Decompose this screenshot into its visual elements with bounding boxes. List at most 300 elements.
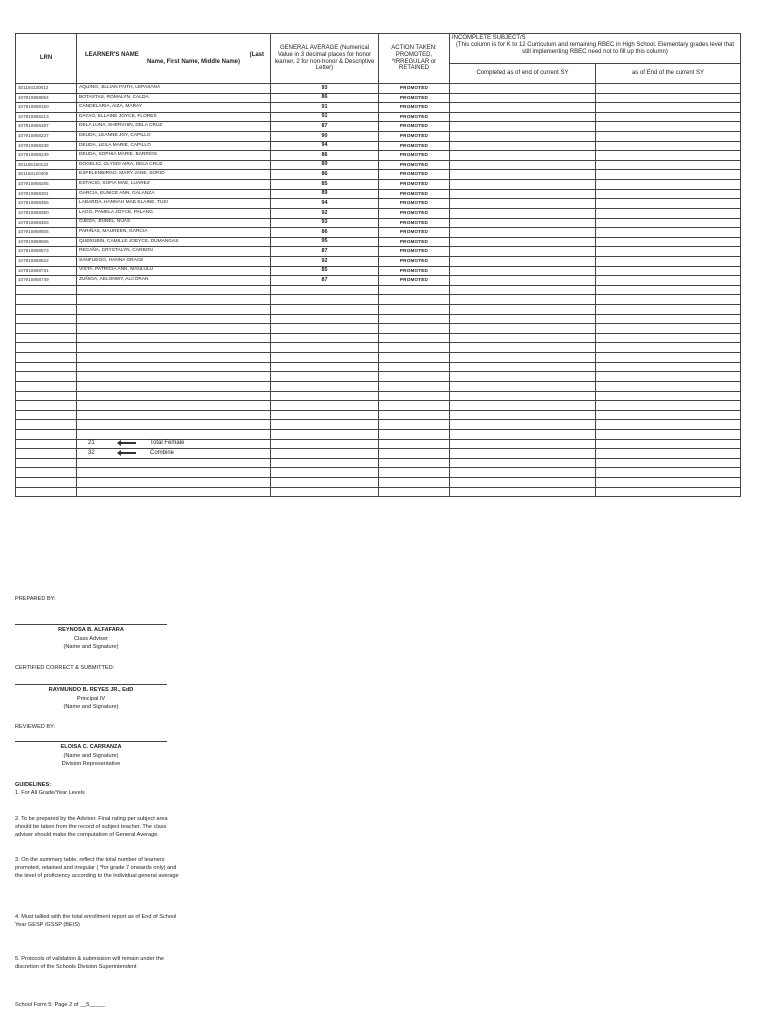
lrn-cell — [16, 333, 77, 343]
general-average-header: GENERAL AVERAGE (Numerical Value in 3 decimal places for honor learner, 2 for non-honor & Descriptive Letter) — [271, 34, 379, 84]
action-cell — [379, 487, 450, 497]
incomplete-subjects-header — [450, 34, 741, 64]
as-of-cell — [596, 343, 741, 353]
completed-cell — [450, 132, 596, 142]
table-row — [16, 208, 741, 218]
completed-cell — [450, 122, 596, 132]
guideline-2-line1: 2. To be prepared by the Adviser. Final rating per subject area — [15, 816, 168, 822]
average-cell — [271, 401, 379, 411]
lrn-cell — [16, 401, 77, 411]
lrn-header: LRN — [16, 34, 77, 84]
guidelines-title: GUIDELINES: — [15, 782, 52, 788]
as-of-cell — [596, 276, 741, 286]
average-cell — [271, 333, 379, 343]
certified-label: CERTIFIED CORRECT & SUBMITTED: — [15, 665, 115, 671]
as-of-cell — [596, 103, 741, 113]
empty-row — [16, 477, 741, 487]
action-cell: PROMOTED — [379, 256, 450, 266]
guideline-4-line2: Year GESP /GSSP (BEIS) — [15, 921, 80, 928]
name-cell: OJEDA, JINNEL, NUAS — [77, 218, 271, 228]
action-cell — [379, 305, 450, 315]
name-cell: AQUINO, JILLIAN FAITH, LEPASANA — [77, 84, 271, 94]
lrn-cell: 107910858731 — [16, 266, 77, 276]
completed-cell — [450, 141, 596, 151]
as-of-cell — [596, 180, 741, 190]
completed-cell — [450, 439, 596, 449]
arrow-left-icon — [120, 442, 136, 444]
completed-header: Completed as of end of current SY — [450, 64, 596, 84]
lrn-cell — [16, 410, 77, 420]
as-of-cell — [596, 305, 741, 315]
completed-cell — [450, 295, 596, 305]
average-cell — [271, 381, 379, 391]
name-cell: PARIÑAS, MAUREEN, GARCIA — [77, 228, 271, 238]
name-cell — [77, 343, 271, 353]
average-cell — [271, 487, 379, 497]
empty-row — [16, 295, 741, 305]
table-row — [16, 141, 741, 151]
name-cell: DEUDA, LEILA MARIE, CAPILLO — [77, 141, 271, 151]
lrn-cell: 107910858505 — [16, 228, 77, 238]
average-cell: 86 — [271, 170, 379, 180]
as-of-cell — [596, 391, 741, 401]
lrn-cell — [16, 381, 77, 391]
lrn-cell: 107910858265 — [16, 180, 77, 190]
signature-line — [15, 624, 167, 625]
action-cell — [379, 333, 450, 343]
completed-cell — [450, 180, 596, 190]
name-cell: DEUDA, SOPHIA MARIE, BARRIOS — [77, 151, 271, 161]
average-cell — [271, 324, 379, 334]
action-cell: PROMOTED — [379, 208, 450, 218]
average-cell — [271, 410, 379, 420]
as-of-cell — [596, 314, 741, 324]
name-cell — [77, 305, 271, 315]
average-cell: 91 — [271, 103, 379, 113]
table-row — [16, 112, 741, 122]
lrn-cell — [16, 391, 77, 401]
completed-cell — [450, 189, 596, 199]
table-row — [16, 160, 741, 170]
lrn-cell: 107910858213 — [16, 112, 77, 122]
as-of-cell — [596, 141, 741, 151]
average-cell — [271, 305, 379, 315]
as-of-cell — [596, 237, 741, 247]
action-cell: PROMOTED — [379, 218, 450, 228]
page-footer: School Form 5: Page 2 of __5_____ — [15, 1002, 105, 1008]
learner-name-header-line2: Name, First Name, Middle Name) — [146, 58, 240, 65]
completed-cell — [450, 487, 596, 497]
as-of-cell — [596, 84, 741, 94]
as-of-cell — [596, 429, 741, 439]
principal-signature — [15, 686, 167, 712]
combine-row — [88, 450, 174, 456]
average-cell: 93 — [271, 84, 379, 94]
as-of-cell — [596, 420, 741, 430]
table-row — [16, 103, 741, 113]
name-cell — [77, 362, 271, 372]
completed-cell — [450, 228, 596, 238]
as-of-cell — [596, 487, 741, 497]
empty-row — [16, 285, 741, 295]
average-cell — [271, 314, 379, 324]
guideline-3-line1: 3. On the summary table, reflect the total number of learners — [15, 857, 165, 863]
completed-cell — [450, 314, 596, 324]
name-cell — [77, 429, 271, 439]
lrn-cell: 107910858622 — [16, 256, 77, 266]
adviser-sub: (Name and Signature) — [63, 644, 119, 651]
as-of-cell — [596, 477, 741, 487]
table-row — [16, 189, 741, 199]
lrn-cell — [16, 285, 77, 295]
completed-cell — [450, 103, 596, 113]
as-of-cell — [596, 112, 741, 122]
signature-line — [15, 684, 167, 685]
completed-cell — [450, 353, 596, 363]
completed-cell — [450, 199, 596, 209]
average-cell — [271, 458, 379, 468]
action-cell — [379, 353, 450, 363]
completed-cell — [450, 468, 596, 478]
completed-cell — [450, 477, 596, 487]
average-cell: 85 — [271, 266, 379, 276]
empty-row — [16, 401, 741, 411]
action-cell: PROMOTED — [379, 112, 450, 122]
learner-name-header-last: (Last — [249, 51, 264, 58]
lrn-cell: 301184130012 — [16, 84, 77, 94]
guideline-3-line3: the level of proficiency according to the individual general average — [15, 872, 179, 879]
learners-table — [15, 33, 741, 497]
completed-cell — [450, 151, 596, 161]
completed-cell — [450, 170, 596, 180]
signature-line — [15, 741, 167, 742]
completed-cell — [450, 247, 596, 257]
action-cell: PROMOTED — [379, 170, 450, 180]
completed-cell — [450, 458, 596, 468]
table-row — [16, 199, 741, 209]
name-cell: QUERUBIN, CAMILLE JOEYCE, DUMANGAS — [77, 237, 271, 247]
name-cell — [77, 295, 271, 305]
name-cell — [77, 333, 271, 343]
lrn-cell — [16, 353, 77, 363]
as-of-cell — [596, 324, 741, 334]
reviewer-title: Division Representative — [61, 761, 121, 768]
lrn-cell: 107910858749 — [16, 276, 77, 286]
completed-cell — [450, 285, 596, 295]
incomplete-subjects-title: INCOMPLETE SUBJECT/S — [452, 35, 526, 41]
average-cell — [271, 429, 379, 439]
as-of-cell — [596, 93, 741, 103]
action-cell: PROMOTED — [379, 93, 450, 103]
name-cell — [77, 372, 271, 382]
name-cell: ZUÑIGA, AELONWY, ALCORAN — [77, 276, 271, 286]
average-cell: 89 — [271, 160, 379, 170]
name-cell: SANFUEGO, HANNA GRACE — [77, 256, 271, 266]
completed-cell — [450, 372, 596, 382]
name-cell — [77, 468, 271, 478]
lrn-cell: 107910858573 — [16, 247, 77, 257]
lrn-cell: 107910858238 — [16, 141, 77, 151]
name-cell: DEUDA, LEANNE JOY, CAPILLO — [77, 132, 271, 142]
action-cell: PROMOTED — [379, 266, 450, 276]
table-row — [16, 276, 741, 286]
average-cell: 92 — [271, 208, 379, 218]
as-of-cell — [596, 449, 741, 459]
table-row — [16, 151, 741, 161]
as-of-cell — [596, 381, 741, 391]
action-cell — [379, 285, 450, 295]
average-cell — [271, 343, 379, 353]
action-cell: PROMOTED — [379, 84, 450, 94]
as-of-cell — [596, 333, 741, 343]
reviewer-name: ELOISA C. CARRANZA — [60, 744, 122, 750]
action-cell: PROMOTED — [379, 199, 450, 209]
total-female-count: 21 — [88, 440, 95, 446]
as-of-cell — [596, 285, 741, 295]
lrn-cell — [16, 449, 77, 459]
as-of-cell — [596, 218, 741, 228]
lrn-cell: 107910858360 — [16, 208, 77, 218]
name-cell — [77, 353, 271, 363]
action-cell — [379, 324, 450, 334]
completed-cell — [450, 381, 596, 391]
average-cell: 89 — [271, 189, 379, 199]
empty-row — [16, 410, 741, 420]
name-cell — [77, 285, 271, 295]
empty-row — [16, 314, 741, 324]
action-cell — [379, 468, 450, 478]
lrn-cell — [16, 362, 77, 372]
action-cell — [379, 439, 450, 449]
action-cell — [379, 362, 450, 372]
table-row — [16, 247, 741, 257]
as-of-cell — [596, 189, 741, 199]
table-row — [16, 256, 741, 266]
adviser-signature — [15, 626, 167, 652]
table-row — [16, 237, 741, 247]
lrn-cell — [16, 343, 77, 353]
action-cell — [379, 410, 450, 420]
name-cell: LABARDA, HANNAH MAE ELAINE, TUSI — [77, 199, 271, 209]
average-cell: 86 — [271, 228, 379, 238]
as-of-cell — [596, 228, 741, 238]
action-cell — [379, 391, 450, 401]
reviewer-sub: (Name and Signature) — [63, 752, 119, 759]
action-cell: PROMOTED — [379, 228, 450, 238]
average-cell — [271, 362, 379, 372]
empty-row — [16, 333, 741, 343]
name-cell — [77, 324, 271, 334]
as-of-cell — [596, 372, 741, 382]
name-cell: ESPELENBIRGO, MARY JANE, SORIO — [77, 170, 271, 180]
completed-cell — [450, 343, 596, 353]
table-row — [16, 84, 741, 94]
action-cell: PROMOTED — [379, 151, 450, 161]
as-of-cell — [596, 468, 741, 478]
completed-cell — [450, 410, 596, 420]
lrn-cell — [16, 477, 77, 487]
completed-cell — [450, 237, 596, 247]
learner-name-header — [77, 34, 271, 84]
as-of-cell — [596, 208, 741, 218]
as-of-cell — [596, 410, 741, 420]
average-cell: 86 — [271, 151, 379, 161]
as-of-cell — [596, 199, 741, 209]
action-cell: PROMOTED — [379, 122, 450, 132]
empty-row — [16, 343, 741, 353]
action-cell: PROMOTED — [379, 160, 450, 170]
completed-cell — [450, 305, 596, 315]
average-cell — [271, 477, 379, 487]
completed-cell — [450, 256, 596, 266]
name-cell: DAYAO, ELLAINE JOYCE, FLORES — [77, 112, 271, 122]
as-of-cell — [596, 458, 741, 468]
empty-row — [16, 468, 741, 478]
table-row — [16, 132, 741, 142]
action-cell — [379, 429, 450, 439]
table-row — [16, 266, 741, 276]
guideline-5 — [15, 956, 164, 972]
action-cell — [379, 458, 450, 468]
completed-cell — [450, 160, 596, 170]
guideline-5-line1: 5. Protocols of validation & submission will remain under the — [15, 956, 164, 962]
guideline-2 — [15, 816, 168, 839]
as-of-cell — [596, 362, 741, 372]
as-of-cell — [596, 401, 741, 411]
completed-cell — [450, 401, 596, 411]
lrn-cell: 107910858237 — [16, 132, 77, 142]
lrn-cell — [16, 487, 77, 497]
completed-cell — [450, 93, 596, 103]
action-cell — [379, 477, 450, 487]
empty-row — [16, 353, 741, 363]
table-row — [16, 218, 741, 228]
as-of-cell — [596, 170, 741, 180]
empty-row — [16, 458, 741, 468]
average-cell: 87 — [271, 276, 379, 286]
average-cell: 92 — [271, 256, 379, 266]
average-cell: 94 — [271, 199, 379, 209]
average-cell — [271, 372, 379, 382]
name-cell — [77, 410, 271, 420]
action-taken-header: ACTION TAKEN: PROMOTED, *IRREGULAR or RETAINED — [379, 34, 450, 84]
adviser-name: REYNOSA B. ALFAFARA — [58, 627, 124, 633]
action-cell — [379, 295, 450, 305]
name-cell: BOTASTAS, ROMALYN, CALDA — [77, 93, 271, 103]
name-cell: GARCIA, EUNICE ANN, GALANZA — [77, 189, 271, 199]
empty-row — [16, 429, 741, 439]
as-of-cell — [596, 439, 741, 449]
average-cell — [271, 353, 379, 363]
lrn-cell: 107910858555 — [16, 237, 77, 247]
guideline-4 — [15, 914, 176, 930]
empty-row — [16, 305, 741, 315]
guideline-4-line1: 4. Must tallied with the total enrollment report as of End of School — [15, 914, 177, 920]
incomplete-subjects-note: (This column is for K to 12 Curriculum and remaining RBEC in High School. Elementary grades level that still implementing RBEC need not to fill up this column) — [455, 41, 735, 55]
lrn-cell — [16, 305, 77, 315]
completed-cell — [450, 362, 596, 372]
lrn-cell: 107910858301 — [16, 189, 77, 199]
lrn-cell — [16, 458, 77, 468]
action-cell: PROMOTED — [379, 247, 450, 257]
empty-row — [16, 381, 741, 391]
completed-cell — [450, 333, 596, 343]
principal-sub: (Name and Signature) — [63, 704, 119, 711]
as-of-cell — [596, 247, 741, 257]
lrn-cell: 301165150122 — [16, 160, 77, 170]
action-cell — [379, 449, 450, 459]
name-cell — [77, 314, 271, 324]
average-cell: 91 — [271, 112, 379, 122]
average-cell: 85 — [271, 180, 379, 190]
action-cell — [379, 401, 450, 411]
lrn-cell — [16, 439, 77, 449]
lrn-cell — [16, 372, 77, 382]
name-cell: DELA LUNA, SHERVHIN, DELA CRUZ — [77, 122, 271, 132]
lrn-cell — [16, 468, 77, 478]
as-of-cell — [596, 353, 741, 363]
lrn-cell: 107910858239 — [16, 151, 77, 161]
guideline-1: 1. For All Grade/Year Levels — [15, 790, 85, 796]
average-cell — [271, 295, 379, 305]
arrow-left-icon — [120, 452, 136, 454]
lrn-cell — [16, 429, 77, 439]
table-row — [16, 93, 741, 103]
prepared-by-label: PREPARED BY: — [15, 596, 56, 602]
empty-row — [16, 487, 741, 497]
average-cell — [271, 449, 379, 459]
name-cell: LAGO, PAMELA JOYCE, PALANG — [77, 208, 271, 218]
action-cell: PROMOTED — [379, 189, 450, 199]
as-of-cell — [596, 256, 741, 266]
as-of-cell — [596, 122, 741, 132]
guideline-2-line2: should be taken from the record of subject teacher. The class — [15, 823, 167, 830]
name-cell: ESTACIO, SOFIA MAE, LUAREZ — [77, 180, 271, 190]
empty-row — [16, 362, 741, 372]
name-cell — [77, 477, 271, 487]
average-cell — [271, 391, 379, 401]
empty-row — [16, 391, 741, 401]
average-cell: 87 — [271, 247, 379, 257]
lrn-cell — [16, 295, 77, 305]
empty-row — [16, 324, 741, 334]
action-cell: PROMOTED — [379, 103, 450, 113]
action-cell: PROMOTED — [379, 180, 450, 190]
as-of-cell — [596, 295, 741, 305]
as-of-cell — [596, 151, 741, 161]
lrn-cell: 107910858187 — [16, 122, 77, 132]
table-row — [16, 228, 741, 238]
average-cell: 93 — [271, 218, 379, 228]
lrn-cell: 301183120400 — [16, 170, 77, 180]
lrn-cell: 107910858483 — [16, 218, 77, 228]
name-cell: CANDELARIA, AIZA, MARAY — [77, 103, 271, 113]
lrn-cell — [16, 314, 77, 324]
action-cell — [379, 381, 450, 391]
name-cell — [77, 487, 271, 497]
completed-cell — [450, 218, 596, 228]
action-cell: PROMOTED — [379, 132, 450, 142]
lrn-cell: 107910858064 — [16, 93, 77, 103]
average-cell: 86 — [271, 93, 379, 103]
table-row — [16, 170, 741, 180]
adviser-title: Class Adviser — [74, 635, 108, 642]
average-cell — [271, 439, 379, 449]
empty-row — [16, 420, 741, 430]
average-cell — [271, 420, 379, 430]
completed-cell — [450, 84, 596, 94]
average-cell — [271, 285, 379, 295]
